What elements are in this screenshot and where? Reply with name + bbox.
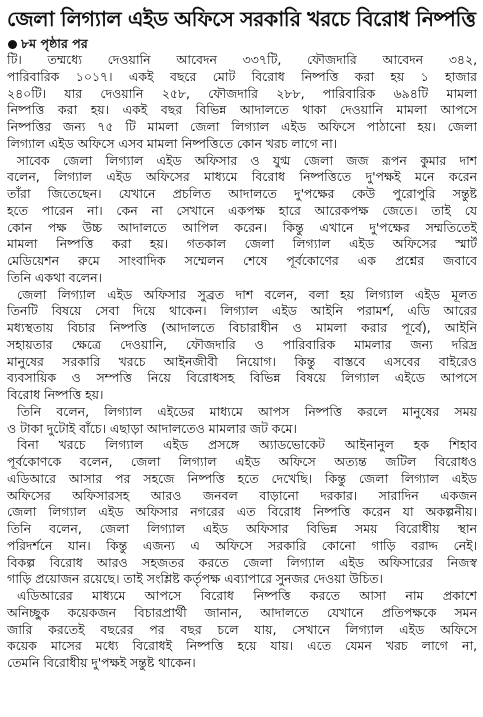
text-line: এডিআরে আসার পর সহজে নিষ্পত্তি হতে দেখেছি। কিন্তু জেলা লিগ্যাল এইড bbox=[7, 470, 477, 486]
text-line: তিনি বলেন, জেলা লিগ্যাল এইড অফিসার বিভিন্ন সময় বিরোধীয় স্থান bbox=[7, 521, 477, 536]
article-headline: জেলা লিগ্যাল এইড অফিসে সরকারি খরচে বিরোধ নিষ্পত্তি bbox=[7, 7, 476, 31]
text-line: লিগ্যাল এইড অফিসে এসব মামলা নিষ্পত্তিতে কোন খরচ লাগে না। bbox=[7, 135, 338, 151]
text-line: বলেন, লিগ্যাল এইড অফিসের মাধ্যমে বিরোধ নিষ্পত্তিতে দু'পক্ষই মনে করেন bbox=[7, 169, 477, 185]
continuation-note bbox=[7, 35, 477, 52]
text-line: তিনটি বিষয়ে সেবা দিয়ে থাকেন। লিগ্যাল এইড আইনি পরামর্শ, এডি আরের bbox=[7, 303, 477, 319]
text-line: পূর্বকোণকে বলেন, জেলা লিগ্যাল এইড অফিসে অত্যন্ত জটিল বিরোধও bbox=[7, 454, 477, 469]
text-line: সাবেক জেলা লিগ্যাল এইড অফিসার ও যুগ্ম জেলা জজ রূপন কুমার দাশ bbox=[17, 152, 477, 168]
text-line: সহায়তার ক্ষেত্রে দেওয়ানি, ফৌজদারি ও পারিবারিক মামলার জন্য দরিদ্র bbox=[7, 336, 477, 352]
text-line: জারি করতেই বছরের পর বছর চলে যায়, সেখানে লিগ্যাল এইড অফিসে bbox=[7, 621, 477, 637]
text-line: হতে পারেন না। কেন না সেখানে একপক্ষ হারে আরেকপক্ষ জেতে। তাই যে bbox=[7, 202, 477, 218]
text-line: নিষ্পত্তির জন্য ৭৫ টি মামলা জেলা লিগ্যাল এইড অফিসে পাঠানো হয়। জেলা bbox=[7, 119, 477, 134]
text-line: তেমনি বিরোধীয় দু'পক্ষই সন্তুষ্ট থাকেন। bbox=[7, 655, 196, 670]
text-line: মেডিয়েশন রুমে সাংবাদিক সম্মেলন শেষে পূর্বকোণের এক প্রশ্নের জবাবে bbox=[7, 253, 477, 268]
text-line: এডিআরের মাধ্যমে আপসে বিরোধ নিষ্পত্তি করতে আসা নাম প্রকাশে bbox=[17, 588, 477, 603]
text-line: পারিবারিক ১০১৭। একই বছরে মোট বিরোধ নিষ্পত্তি করা হয় ১ হাজার bbox=[7, 68, 477, 84]
article-body bbox=[7, 52, 477, 672]
text-line: টি। তম্মধ্যে দেওয়ানি আবেদন ৩৩৭টি, ফৌজদারি আবেদন ৩৪২, bbox=[7, 52, 477, 67]
text-line: জেলা লিগ্যাল এইড অফিসার নগরের এত বিরোধ নিষ্পত্তি করেন যা অকল্পনীয়। bbox=[7, 504, 477, 520]
continuation-label: ৮ম পৃষ্ঠার পর bbox=[21, 36, 88, 51]
text-line: মামলা নিষ্পত্তি করা হয়। গতকাল জেলা লিগ্যাল এইড অফিসের স্মার্ট bbox=[7, 236, 477, 252]
text-line: বিনা খরচে লিগ্যাল এইড প্রসঙ্গে অ্যাডভোকেট আইনানুল হক শিহাব bbox=[17, 437, 477, 453]
article-paragraph bbox=[7, 287, 477, 404]
text-line: জেলা লিগ্যাল এইড অফিসার সুব্রত দাশ বলেন, বলা হয় লিগ্যাল এইড মূলত bbox=[17, 286, 477, 302]
bullet-dot-icon bbox=[8, 40, 17, 49]
text-line: নিষ্পত্তি করা হয়। একই বছর বিভিন্ন আদালতে থাকা দেওয়ানি মামলা আপসে bbox=[7, 102, 477, 118]
article-paragraph bbox=[7, 437, 477, 588]
text-line: গাড়ি প্রয়োজন রয়েছে। তাই সংশ্লিষ্ট কর্তৃপক্ষ এব্যাপারে সুনজর দেওয়া উচিত। bbox=[7, 571, 383, 587]
text-line: অফিসের অফিসারসহ আরও জনবল বাড়ানো দরকার। সারাদিন একজন bbox=[7, 487, 477, 503]
text-line: কয়েক মাসের মধ্যে বিরোধই নিষ্পত্তি হয়ে যায়। এতে যেমন খরচ লাগে না, bbox=[7, 638, 477, 654]
text-line: তিনি একথা বলেন। bbox=[7, 269, 102, 285]
text-line: বিরোধ নিষ্পত্তি হয়। bbox=[7, 387, 104, 402]
article-paragraph bbox=[7, 588, 477, 672]
article-paragraph bbox=[7, 153, 477, 287]
text-line: বিকল্প বিরোধ আরও সহজতর করতে জেলা লিগ্যাল এইড অফিসারের নিজস্ব bbox=[7, 554, 477, 570]
text-line: অনিচ্ছুক কয়েকজন বিচারপ্রার্থী জানান, আদালতে যেখানে প্রতিপক্ষকে সমন bbox=[7, 604, 477, 620]
article-paragraph bbox=[7, 52, 477, 153]
text-line: কোন পক্ষ উচ্চ আদালতে আপিল করেন। কিন্তু এখানে দু'পক্ষের সম্মতিতেই bbox=[7, 219, 477, 235]
text-line: ২৪০টি। যার দেওয়ানি ২৫৮, ফৌজদারি ২৮৮, পারিবারিক ৬৯৪টি মামলা bbox=[7, 85, 477, 101]
text-line: পরিদর্শনে যান। কিন্তু এজন্য এ অফিসে সরকারি কোনো গাড়ি বরাদ্দ নেই। bbox=[7, 537, 477, 553]
text-line: ও টাকা দুটোই বাঁচে। এছাড়া আদালতেও মামলার জট কমে। bbox=[7, 420, 297, 436]
text-line: তিনি বলেন, লিগ্যাল এইডের মাধ্যমে আপস নিষ্পত্তি করলে মানুষের সময় bbox=[17, 403, 477, 419]
text-line: ব্যবসায়িক ও সম্পত্তি নিয়ে বিরোধসহ বিভিন্ন বিষয়ে লিগ্যাল এইডে আপসে bbox=[7, 370, 477, 386]
text-line: মানুষের সরকারি খরচে আইনজীবী নিয়োগ। কিন্তু বাস্তবে এসবের বাইরেও bbox=[7, 353, 477, 369]
text-line: তাঁরা জিতেছেন। যেখানে প্রচলিত আদালতে দু'পক্ষের কেউ পুরোপুরি সন্তুষ্ট bbox=[7, 186, 477, 201]
article-paragraph bbox=[7, 404, 477, 438]
text-line: মধ্যস্থতায় বিচার নিষ্পত্তি (আদালতে বিচারাধীন ও মামলা করার পূর্বে), আইনি bbox=[7, 320, 477, 335]
